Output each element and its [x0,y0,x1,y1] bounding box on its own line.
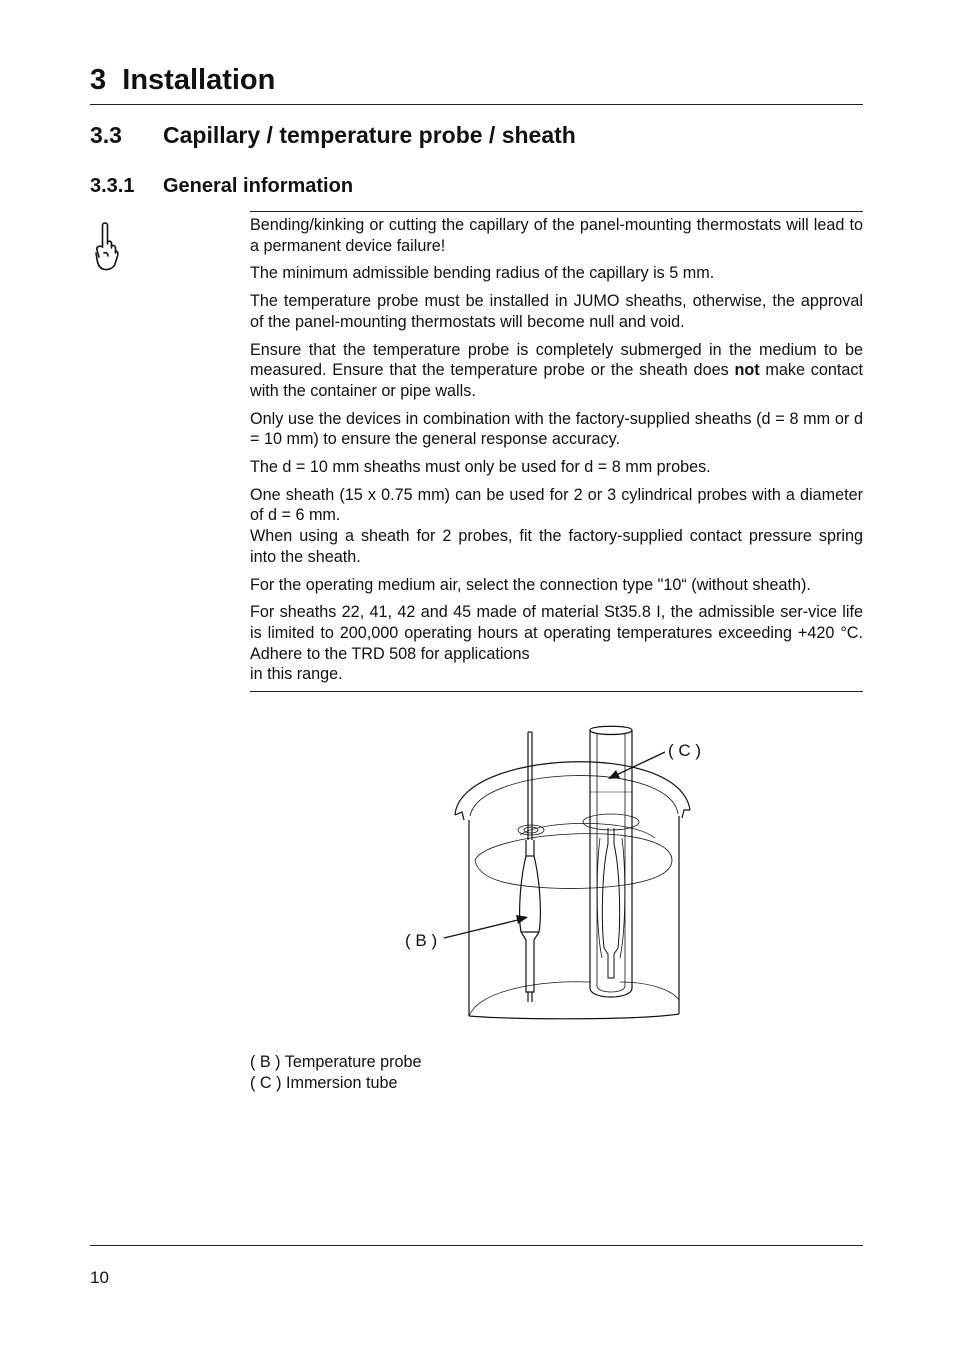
section-heading [90,122,576,149]
legend-item-c: ( C ) Immersion tube [250,1073,398,1092]
chapter-number: 3 [90,64,107,96]
legend-item-b: ( B ) Temperature probe [250,1053,422,1071]
note-jumo-sheaths: The temperature probe must be installed in JUMO sheaths, otherwise, the approval of the panel-mounting thermostats will become null and void. [250,292,863,331]
leader-line-b [444,918,526,938]
installation-figure [400,720,720,1030]
note-d10-sheaths: The d = 10 mm sheaths must only be used for d = 8 mm probes. [250,458,711,477]
note-top-rule [250,211,863,212]
note-one-sheath-text: One sheath (15 x 0.75 mm) can be used for 2 or 3 cylindrical probes with a diameter of d = 6 mm. [250,485,863,525]
arrowhead-b [516,915,528,924]
subsection-number: 3.3.1 [90,175,135,197]
note-pressure-spring: When using a sheath for 2 probes, fit the factory-supplied contact pressure spring into the sheath. [250,527,863,566]
chapter-title: Installation [122,64,276,96]
footer-divider [90,1245,863,1246]
caution-note [250,215,863,692]
note-submerged-text: Ensure that the temperature probe is completely submerged in the medium to be measured. Ensure that the temperature probe or the sheath does [250,340,863,380]
temperature-probe [520,840,541,992]
note-submerged [250,340,863,402]
figure-label-b: ( B ) [405,931,438,950]
note-air-medium: For the operating medium air, select the connection type "10“ (without sheath). [250,575,811,594]
note-service-life-text: For sheaths 22, 41, 42 and 45 made of material St35.8 I, the admissible ser-vice life is limited to 200,000 operating hours at operating temperatures exceeding +420 °C. Adhere to the TRD 508 for applications [250,603,863,663]
liquid-surface [475,834,672,889]
immersion-tube [590,726,632,997]
subsection-title: General information [163,175,354,197]
note-service-life [250,602,863,685]
note-capillary-warning: Bending/kinking or cutting the capillary of the panel-mounting thermostats will lead to a permanent device failure! [250,216,863,255]
probe-capillary [528,732,532,840]
figure-legend [250,1052,422,1093]
note-bending-radius: The minimum admissible bending radius of the capillary is 5 mm. [250,264,715,283]
note-not-emphasis: not [734,361,760,380]
section-number: 3.3 [90,122,122,148]
section-title: Capillary / temperature probe / sheath [163,122,576,148]
arrowhead-c [608,770,620,779]
chapter-heading [90,64,275,97]
figure-label-c: ( C ) [668,741,702,760]
chapter-divider [90,104,863,105]
subsection-heading [90,175,353,198]
note-one-sheath [250,485,863,568]
page-number: 10 [90,1268,109,1287]
pointing-hand-icon [92,220,120,272]
note-submerged-text-end: make contact with the container or pipe walls. [250,361,863,400]
note-service-life-end: in this range. [250,665,343,684]
leader-line-c [610,752,665,778]
note-bottom-rule [250,691,863,692]
note-factory-sheaths: Only use the devices in combination with the factory-supplied sheaths (d = 8 mm or d = 10 mm) to ensure the general response accuracy. [250,409,863,449]
